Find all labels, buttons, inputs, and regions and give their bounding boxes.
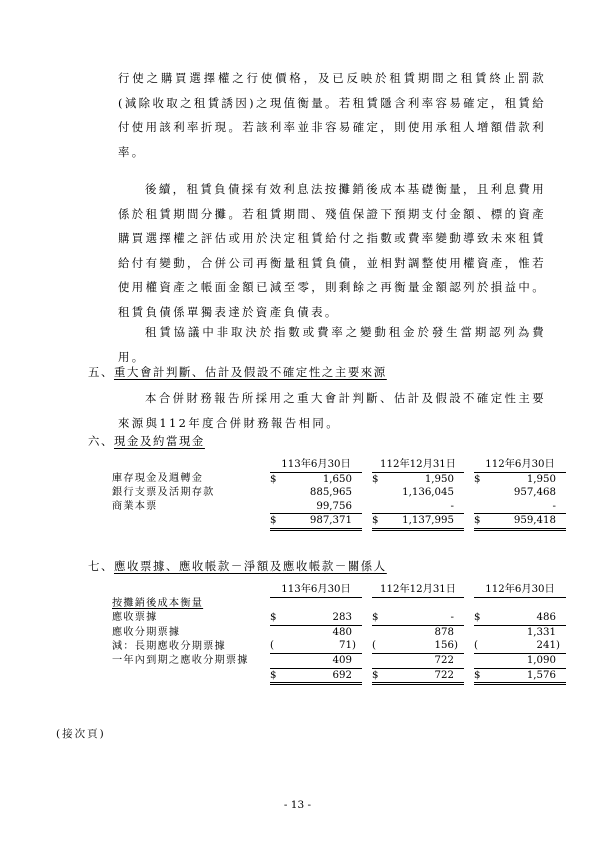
table-row [112,486,566,500]
cell-value: 1,090 [486,653,556,668]
table-total-row [112,514,566,530]
total-value: 692 [282,668,352,684]
currency-sign [474,500,486,514]
receivables-table [112,583,566,685]
cell-value: - [384,500,454,514]
row-label: 應收票據 [112,612,158,624]
section7-heading [88,558,387,574]
table-subheading-row [112,597,566,611]
currency-sign: $ [270,514,282,530]
cell-value: 156 [384,639,454,653]
page-number: - 13 - [283,799,312,811]
section5-number: 五、 [88,365,114,379]
currency-sign [372,500,384,514]
row-label: 銀行支票及活期存款 [112,487,215,499]
cash-table [112,458,566,531]
currency-sign [372,653,384,668]
receivables-header-col2: 112年12月31日 [372,583,464,597]
currency-sign [270,653,282,668]
total-value: 1,137,995 [384,514,454,530]
paragraph-subsequent-measurement: 後續，租賃負債採有效利息法按攤銷後成本基礎衡量，且利息費用係於租賃期間分攤。若租賃期間、殘值保證下預期支付金額、標的資產購買選擇權之評估或用於決定租賃給付之指數或費率變動導致未來租賃給付有變動，合併公司再衡量租賃負債，並相對調整使用權資產，惟若使用權資產之帳面金額已減至零，則剩餘之再衡量金額認列於損益中。租賃負債係單獨表達於資產負債表。 [118,182,546,319]
section6-number: 六、 [88,434,114,448]
currency-sign: $ [474,611,486,625]
table-row [112,639,566,653]
currency-sign [474,653,486,668]
currency-sign: $ [372,668,384,684]
currency-sign [474,625,486,639]
cell-value: 885,965 [309,487,352,499]
cell-value: 722 [384,653,454,668]
cell-value: 1,950 [526,473,556,485]
total-value: 959,418 [486,514,556,530]
cell-value: 409 [282,653,352,668]
table-total-row [112,668,566,684]
currency-sign [270,500,282,514]
cell-value: 99,756 [282,500,352,514]
total-value: 722 [384,668,454,684]
currency-sign: $ [372,473,379,485]
cell-value: 241 [486,639,556,653]
receivables-header-col1: 113年6月30日 [270,583,362,597]
currency-sign [474,486,486,500]
close-paren: ) [454,639,464,653]
table-row [112,500,566,514]
continued-note: (接次頁) [56,728,106,740]
cell-value: - [384,611,454,625]
open-paren: ( [372,639,384,653]
section5-heading [88,364,387,380]
open-paren: ( [270,639,282,653]
cell-value: 1,331 [526,626,556,638]
cell-value: 1,950 [424,473,454,485]
cell-value: 1,136,045 [402,487,454,499]
table-row [112,653,566,668]
row-label: 減：長期應收分期票據 [112,640,226,652]
currency-sign: $ [372,514,384,530]
subheading-amortized-cost: 按攤銷後成本衡量 [112,598,204,610]
currency-sign: $ [270,668,282,684]
table-row [112,472,566,486]
cell-value: 878 [434,626,454,638]
section5-title: 重大會計判斷、估計及假設不確定性之主要來源 [113,365,387,379]
close-paren: ) [352,639,362,653]
total-value: 1,576 [486,668,556,684]
cell-value: 283 [282,611,352,625]
section5-body: 本合併財務報告所採用之重大會計判斷、估計及假設不確定性主要來源與112年度合併財務報告相同。 [118,391,546,430]
receivables-header-col3: 112年6月30日 [474,583,566,597]
section6-heading [88,433,205,449]
row-label: 應收分期票據 [112,626,181,638]
table-row [112,611,566,625]
currency-sign: $ [270,611,282,625]
currency-sign [270,486,282,500]
cell-value: 71 [282,639,352,653]
cell-value: 486 [486,611,556,625]
cell-value: 957,468 [513,487,556,499]
cell-value: 480 [332,626,352,638]
currency-sign: $ [372,611,384,625]
table-row [112,625,566,639]
currency-sign: $ [474,668,486,684]
open-paren: ( [474,639,486,653]
cell-value: - [486,500,556,514]
row-label: 商業本票 [112,501,158,513]
section6-title: 現金及約當現金 [113,434,205,448]
paragraph-lease-measurement: 行使之購買選擇權之行使價格，及已反映於租賃期間之租賃終止罰款(減除收取之租賃誘因)之現值衡量。若租賃隱含利率容易確定，租賃給付使用該利率折現。若該利率並非容易確定，則使用承租人增額借款利率。 [118,71,546,159]
paragraph-variable-rent: 租賃協議中非取決於指數或費率之變動租金於發生當期認列為費用。 [118,325,546,364]
row-label: 一年內到期之應收分期票據 [112,654,249,666]
cash-table-header [112,458,566,472]
row-label: 庫存現金及週轉金 [112,473,204,485]
close-paren: ) [556,639,566,653]
section7-number: 七、 [88,559,114,573]
cash-header-col2: 112年12月31日 [372,458,464,472]
total-value: 987,371 [282,514,352,530]
cash-header-col3: 112年6月30日 [474,458,566,472]
currency-sign: $ [270,473,277,485]
currency-sign [372,486,384,500]
currency-sign: $ [474,473,481,485]
currency-sign [372,625,384,639]
currency-sign [270,625,282,639]
cell-value: 1,650 [322,473,352,485]
currency-sign: $ [474,514,486,530]
section7-title: 應收票據、應收帳款－淨額及應收帳款－關係人 [113,559,387,573]
receivables-table-header [112,583,566,597]
cash-header-col1: 113年6月30日 [270,458,362,472]
